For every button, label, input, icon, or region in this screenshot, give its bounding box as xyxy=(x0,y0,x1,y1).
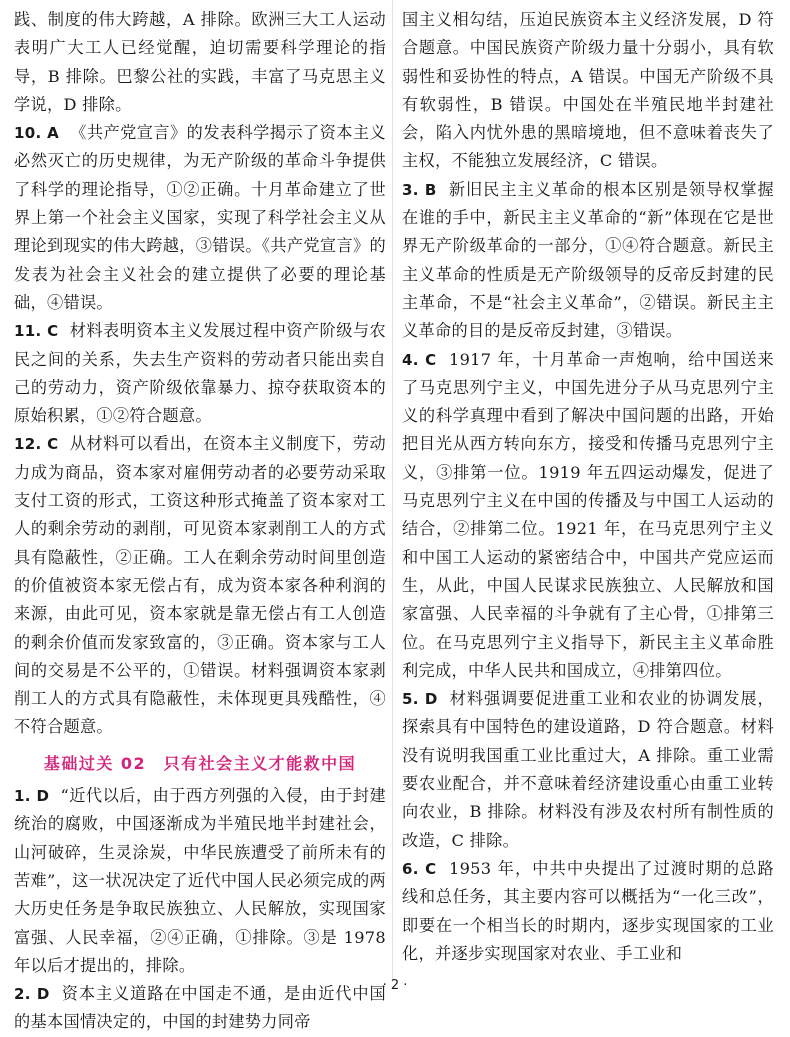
answer-item-5 xyxy=(402,685,774,855)
answer-text: 资本主义道路在中国走不通，是由近代中国的基本国情决定的，中国的封建势力同帝 xyxy=(14,984,386,1032)
answer-item-1 xyxy=(14,782,386,980)
answer-item-6 xyxy=(402,855,774,968)
paragraph-continuation: 践、制度的伟大跨越，A 排除。欧洲三大工人运动表明广大工人已经觉醒，迫切需要科学理论的指导，B 排除。巴黎公社的实践，丰富了马克思主义学说，D 排除。 xyxy=(14,10,386,114)
answer-item-10 xyxy=(14,119,386,317)
answer-item-11 xyxy=(14,317,386,430)
left-column xyxy=(14,6,386,1037)
answer-number: 3. B xyxy=(402,180,437,199)
answer-item-12 xyxy=(14,430,386,741)
column-divider xyxy=(392,0,393,982)
answer-number: 12. C xyxy=(14,435,59,454)
answer-text: 材料表明资本主义发展过程中资产阶级与农民之间的关系，失去生产资料的劳动者只能出卖自己的劳动力，资产阶级依靠暴力、掠夺获取资本的原始积累，①②符合题意。 xyxy=(14,321,386,426)
answer-text: “近代以后，由于西方列强的入侵，由于封建统治的腐败，中国逐渐成为半殖民地半封建社会，山河破碎，生灵涂炭，中华民族遭受了前所未有的苦难”，这一状况决定了近代中国人民必须完成的两大历史任务是争取民族独立、人民解放，实现国家富强、人民幸福，②④正确，①排除。③是 1978 年以后才提出的，排除。 xyxy=(14,786,386,975)
right-column xyxy=(402,6,774,968)
answer-number: 11. C xyxy=(14,322,59,341)
answer-text: 1917 年，十月革命一声炮响，给中国送来了马克思列宁主义，中国先进分子从马克思列宁主义的科学真理中看到了解决中国问题的出路，开始把目光从西方转向东方，接受和传播马克思列宁主义，③排第一位。1919 年五四运动爆发，促进了马克思列宁主义在中国的传播及与中国工人运动的结合，②排第二位。1921 年，在马克思列宁主义和中国工人运动的紧密结合中，中国共产党应运而生，从此，中国人民谋求民族独立、人民解放和国家富强、人民幸福的斗争就有了主心骨，①排第三位。在马克思列宁主义指导下，新民主主义革命胜利完成，中华人民共和国成立，④排第四位。 xyxy=(402,349,774,680)
paragraph-continuation: 国主义相勾结，压迫民族资本主义经济发展，D 符合题意。中国民族资产阶级力量十分弱小，具有软弱性和妥协性的特点，A 错误。中国无产阶级不具有软弱性，B 错误。中国处在半殖民地半封建社会，陷入内忧外患的黑暗境地，但不意味着丧失了主权，不能独立发展经济，C 错误。 xyxy=(402,10,774,171)
answer-item-4 xyxy=(402,346,774,686)
answer-number: 10. A xyxy=(14,124,60,143)
answer-item-3 xyxy=(402,176,774,346)
answer-text: 《共产党宣言》的发表科学揭示了资本主义必然灭亡的历史规律，为无产阶级的革命斗争提供了科学的理论指导，①②正确。十月革命建立了世界上第一个社会主义国家，实现了科学社会主义从理论到现实的伟大跨越，③错误。《共产党宣言》的发表为社会主义社会的建立提供了必要的理论基础，④错误。 xyxy=(14,123,386,312)
answer-number: 4. C xyxy=(402,350,437,369)
answer-number: 6. C xyxy=(402,859,437,878)
answer-text: 材料强调要促进重工业和农业的协调发展，探索具有中国特色的建设道路，D 符合题意。材料没有说明我国重工业比重过大，A 排除。重工业需要农业配合，并不意味着经济建设重心由重工业转向农业，B 排除。材料没有涉及农村所有制性质的改造，C 排除。 xyxy=(402,689,774,850)
answer-text: 新旧民主主义革命的根本区别是领导权掌握在谁的手中，新民主主义革命的“新”体现在它是世界无产阶级革命的一部分，①④符合题意。新民主主义革命的性质是无产阶级领导的反帝反封建的民主革命，不是“社会主义革命”，②错误。新民主主义革命的目的是反帝反封建，③错误。 xyxy=(402,179,774,341)
answer-number: 2. D xyxy=(14,985,50,1004)
answer-number: 5. D xyxy=(402,690,438,709)
page-number: · 2 · xyxy=(382,978,408,993)
answer-text: 从材料可以看出，在资本主义制度下，劳动力成为商品，资本家对雇佣劳动者的必要劳动采取支付工资的形式，工资这种形式掩盖了资本家对工人的剩余劳动的剥削，可见资本家剥削工人的方式具有隐蔽性，②正确。工人在剩余劳动时间里创造的价值被资本家无偿占有，成为资本家各种利润的来源，由此可见，资本家就是靠无偿占有工人创造的剩余价值而发家致富的，③正确。资本家与工人间的交易是不公平的，①错误。材料强调资本家剥削工人的方式具有隐蔽性，未体现更具残酷性，④不符合题意。 xyxy=(14,434,386,737)
answer-number: 1. D xyxy=(14,787,50,806)
answer-text: 1953 年，中共中央提出了过渡时期的总路线和总任务，其主要内容可以概括为“一化三改”，即要在一个相当长的时期内，逐步实现国家的工业化，并逐步实现国家对农业、手工业和 xyxy=(402,858,774,963)
section-title: 基础过关 02 只有社会主义才能救中国 xyxy=(43,753,357,773)
